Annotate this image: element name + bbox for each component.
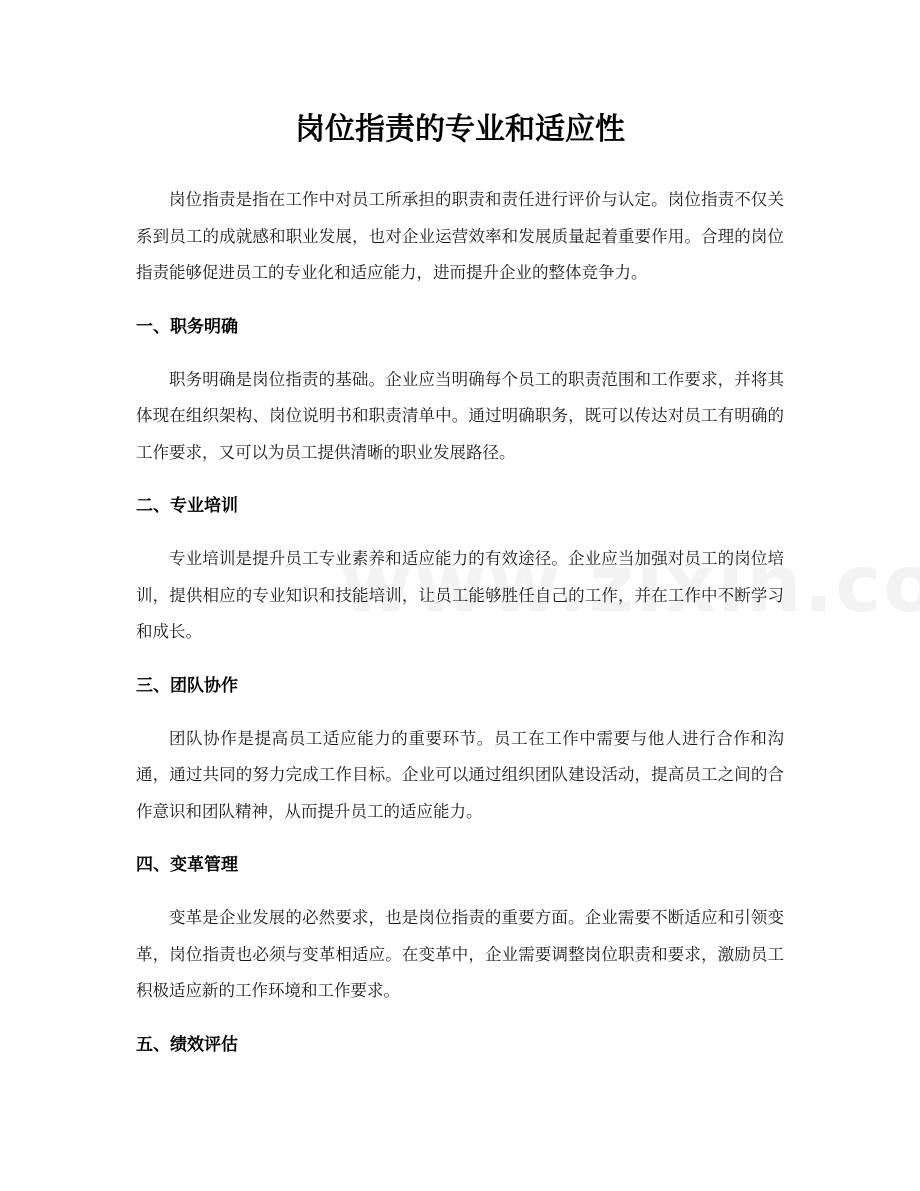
section-body-3: 团队协作是提高员工适应能力的重要环节。员工在工作中需要与他人进行合作和沟通，通过共同的努力完成工作目标。企业可以通过组织团队建设活动，提高员工之间的合作意识和团队精神，从而提升员工的适应能力。 [136, 728, 784, 821]
section-heading-5: 五、绩效评估 [136, 1034, 238, 1055]
document-body [136, 182, 784, 1057]
section-heading-3: 三、团队协作 [136, 675, 238, 696]
section-body-1: 职务明确是岗位指责的基础。企业应当明确每个员工的职责范围和工作要求，并将其体现在组织架构、岗位说明书和职责清单中。通过明确职务，既可以传达对员工有明确的工作要求，又可以为员工提供清晰的职业发展路径。 [136, 369, 784, 462]
section-heading-4: 四、变革管理 [136, 855, 238, 875]
section-heading-1: 一、职务明确 [136, 316, 238, 337]
section-body-4: 变革是企业发展的必然要求，也是岗位指责的重要方面。企业需要不断适应和引领变革，岗位指责也必须与变革相适应。在变革中，企业需要调整岗位职责和要求，激励员工积极适应新的工作环境和工作要求。 [136, 908, 784, 1000]
document-title: 岗位指责的专业和适应性 [295, 112, 625, 147]
section-body-2: 专业培训是提升员工专业素养和适应能力的有效途径。企业应当加强对员工的岗位培训，提供相应的专业知识和技能培训，让员工能够胜任自己的工作，并在工作中不断学习和成长。 [136, 549, 784, 641]
section-heading-2: 二、专业培训 [136, 496, 238, 516]
intro-paragraph: 岗位指责是指在工作中对员工所承担的职责和责任进行评价与认定。岗位指责不仅关系到员工的成就感和职业发展，也对企业运营效率和发展质量起着重要作用。合理的岗位指责能够促进员工的专业化和适应能力，进而提升企业的整体竞争力。 [136, 190, 784, 282]
